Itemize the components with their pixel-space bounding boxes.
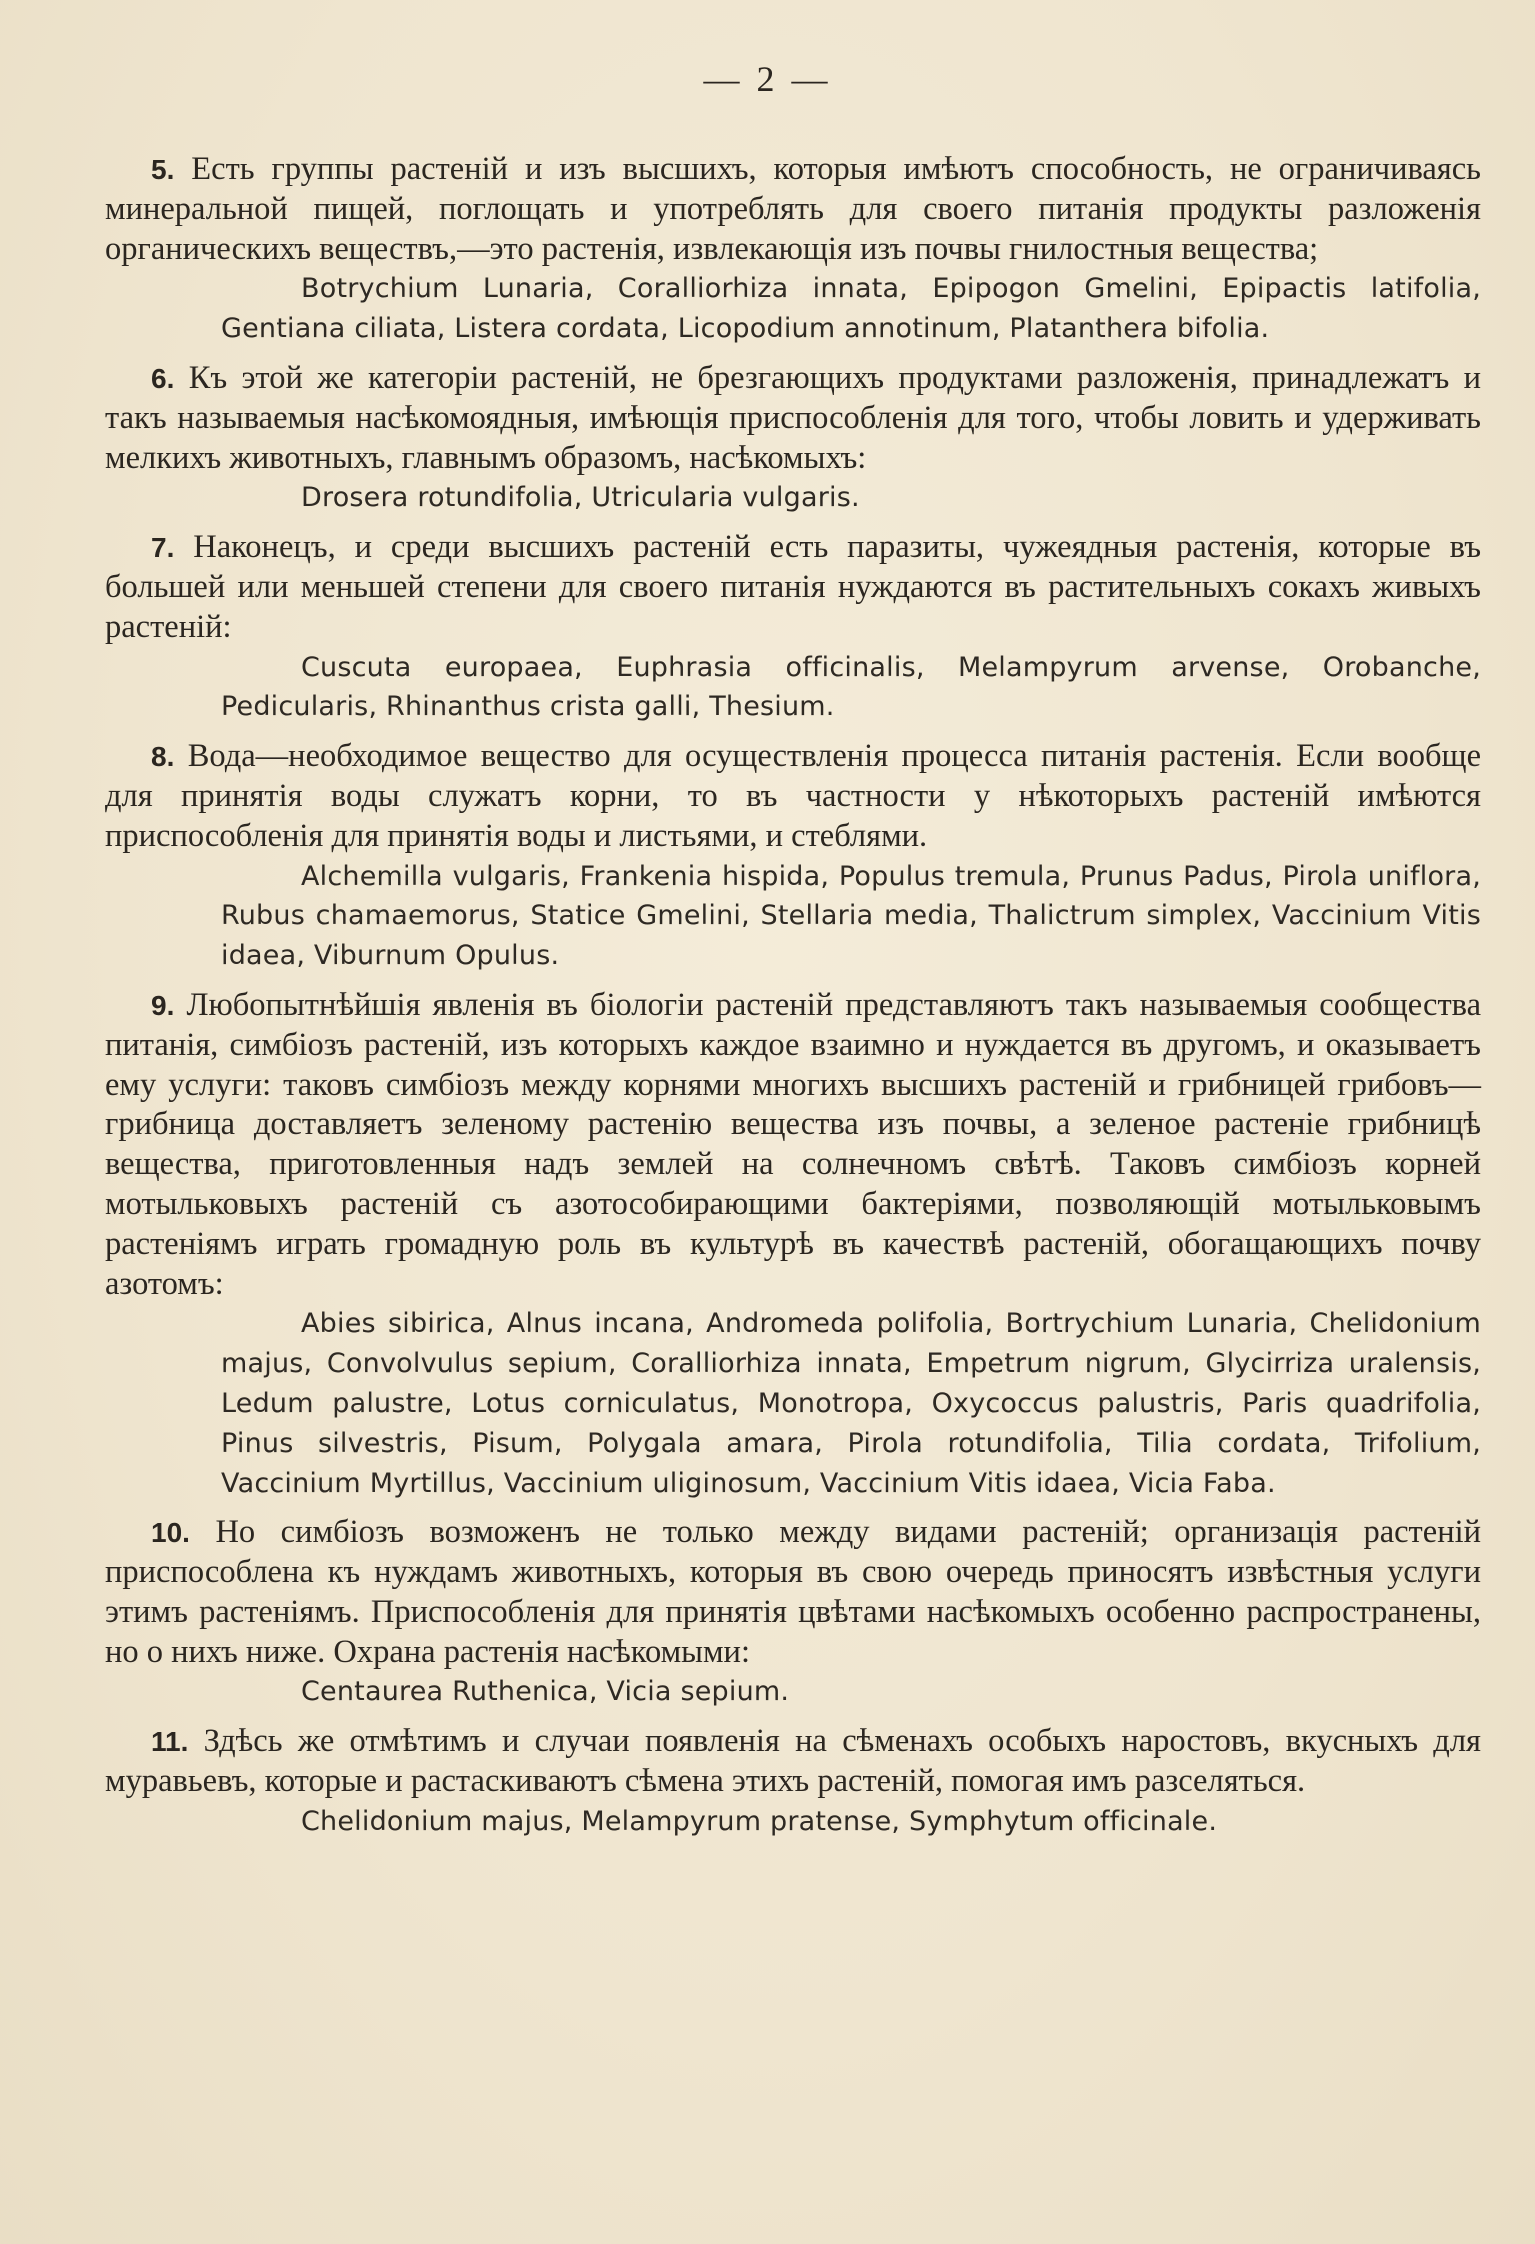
paragraph-number: 8. [151, 741, 175, 773]
paragraph-number: 9. [151, 989, 175, 1021]
species-list: Drosera rotundifolia, Utricularia vulgaris. [301, 482, 860, 514]
species-list: Botrychium Lunaria, Coralliorhiza innata, Epipogon Gmelini, Epipactis latifolia, Gentiana ciliata, Listera cordata, Licopodium annotinum, Platanthera bifolia. [221, 273, 1481, 345]
paragraph-7 [105, 528, 1481, 647]
paragraph-text: Наконецъ, и среди высшихъ растеній есть паразиты, чужеядныя растенія, которые въ большей или меньшей степени для своего питанія нуждаются въ растительныхъ сокахъ живыхъ растеній: [105, 529, 1482, 645]
species-list: Alchemilla vulgaris, Frankenia hispida, Populus tremula, Prunus Padus, Pirola uniflora, Rubus chamaemorus, Statice Gmelini, Stellaria media, Thalictrum simplex, Vaccinium Vitis idaea, Viburnum Opulus. [221, 860, 1481, 972]
paragraph-text: Любопытнѣйшія явленія въ біологіи растеній представляютъ такъ называемыя сообщества питанія, симбіозъ растеній, изъ которыхъ каждое взаимно и нуждается въ другомъ, и оказываетъ ему услуги: таковъ симбіозъ между корнями многихъ высшихъ растеній и грибницей грибовъ—грибница доставляетъ зеленому растенію вещества изъ почвы, а зеленое растеніе грибницѣ вещества, приготовленныя надъ землей на солнечномъ свѣтѣ. Таковъ симбіозъ корней мотыльковыхъ растеній съ азотособирающими бактеріями, позволяющій мотыльковымъ растеніямъ играть громадную роль въ культурѣ въ качествѣ растеній, обогащающихъ почву азотомъ: [105, 986, 1481, 1302]
text-block [105, 150, 1481, 1852]
species-list: Abies sibirica, Alnus incana, Andromeda polifolia, Bortrychium Lunaria, Chelidonium majus, Convolvulus sepium, Coralliorhiza innata, Empetrum nigrum, Glycirriza uralensis, Ledum palustre, Lotus corniculatus, Monotropa, Oxycoccus palustris, Paris quadrifolia, Pinus silvestris, Pisum, Polygala amara, Pirola rotundifolia, Tilia cordata, Trifolium, Vaccinium Myrtillus, Vaccinium uliginosum, Vaccinium Vitis idaea, Vicia Faba. [221, 1308, 1481, 1499]
species-list: Chelidonium majus, Melampyrum pratense, Symphytum officinale. [301, 1805, 1218, 1837]
paragraph-text: Къ этой же категоріи растеній, не брезгающихъ продуктами разложенія, принадлежатъ и такъ называемыя насѣкомоядныя, имѣющія приспособленія для того, чтобы ловить и удерживать мелкихъ животныхъ, главнымъ образомъ, насѣкомыхъ: [105, 359, 1482, 476]
paragraph-10 [105, 1513, 1481, 1672]
paragraph-text: Но симбіозъ возможенъ не только между видами растеній; организація растеній приспособлена къ нуждамъ животныхъ, которыя въ свою очередь приносятъ извѣстныя услуги этимъ растеніямъ. Приспособленія для принятія цвѣтами насѣкомыхъ особенно распространены, но о нихъ ниже. Охрана растенія насѣкомыми: [105, 1514, 1482, 1670]
paragraph-6 [105, 359, 1481, 478]
species-list: Centaurea Ruthenica, Vicia sepium. [301, 1676, 790, 1708]
paragraph-text: Здѣсь же отмѣтимъ и случаи появленія на сѣменахъ особыхъ наростовъ, вкусныхъ для муравьевъ, которые и растаскиваютъ сѣмена этихъ растеній, помогая имъ разселяться. [105, 1723, 1481, 1800]
paragraph-number: 11. [151, 1726, 189, 1758]
paragraph-5 [105, 150, 1481, 269]
page-number: — 2 — [703, 59, 832, 99]
paragraph-number: 5. [151, 154, 175, 185]
paragraph-number: 6. [151, 362, 175, 394]
paragraph-11 [105, 1722, 1481, 1802]
paragraph-8 [105, 737, 1481, 856]
paragraph-text: Вода—необходимое вещество для осуществленія процесса питанія растенія. Если вообще для принятія воды служатъ корни, то въ частности у нѣкоторыхъ растеній имѣются приспособленія для принятія воды и листьями, и стеблями. [105, 738, 1481, 854]
paragraph-number: 7. [151, 532, 175, 564]
paragraph-9 [105, 986, 1481, 1304]
species-list: Cuscuta europaea, Euphrasia officinalis, Melampyrum arvense, Orobanche, Pedicularis, Rhinanthus crista galli, Thesium. [221, 651, 1481, 723]
paragraph-number: 10. [151, 1517, 190, 1549]
paragraph-text: Есть группы растеній и изъ высшихъ, которыя имѣютъ способность, не ограничиваясь минеральной пищей, поглощать и употреблять для своего питанія продукты разложенія органическихъ веществъ,—это растенія, извлекающія изъ почвы гнилостныя вещества; [105, 151, 1481, 267]
